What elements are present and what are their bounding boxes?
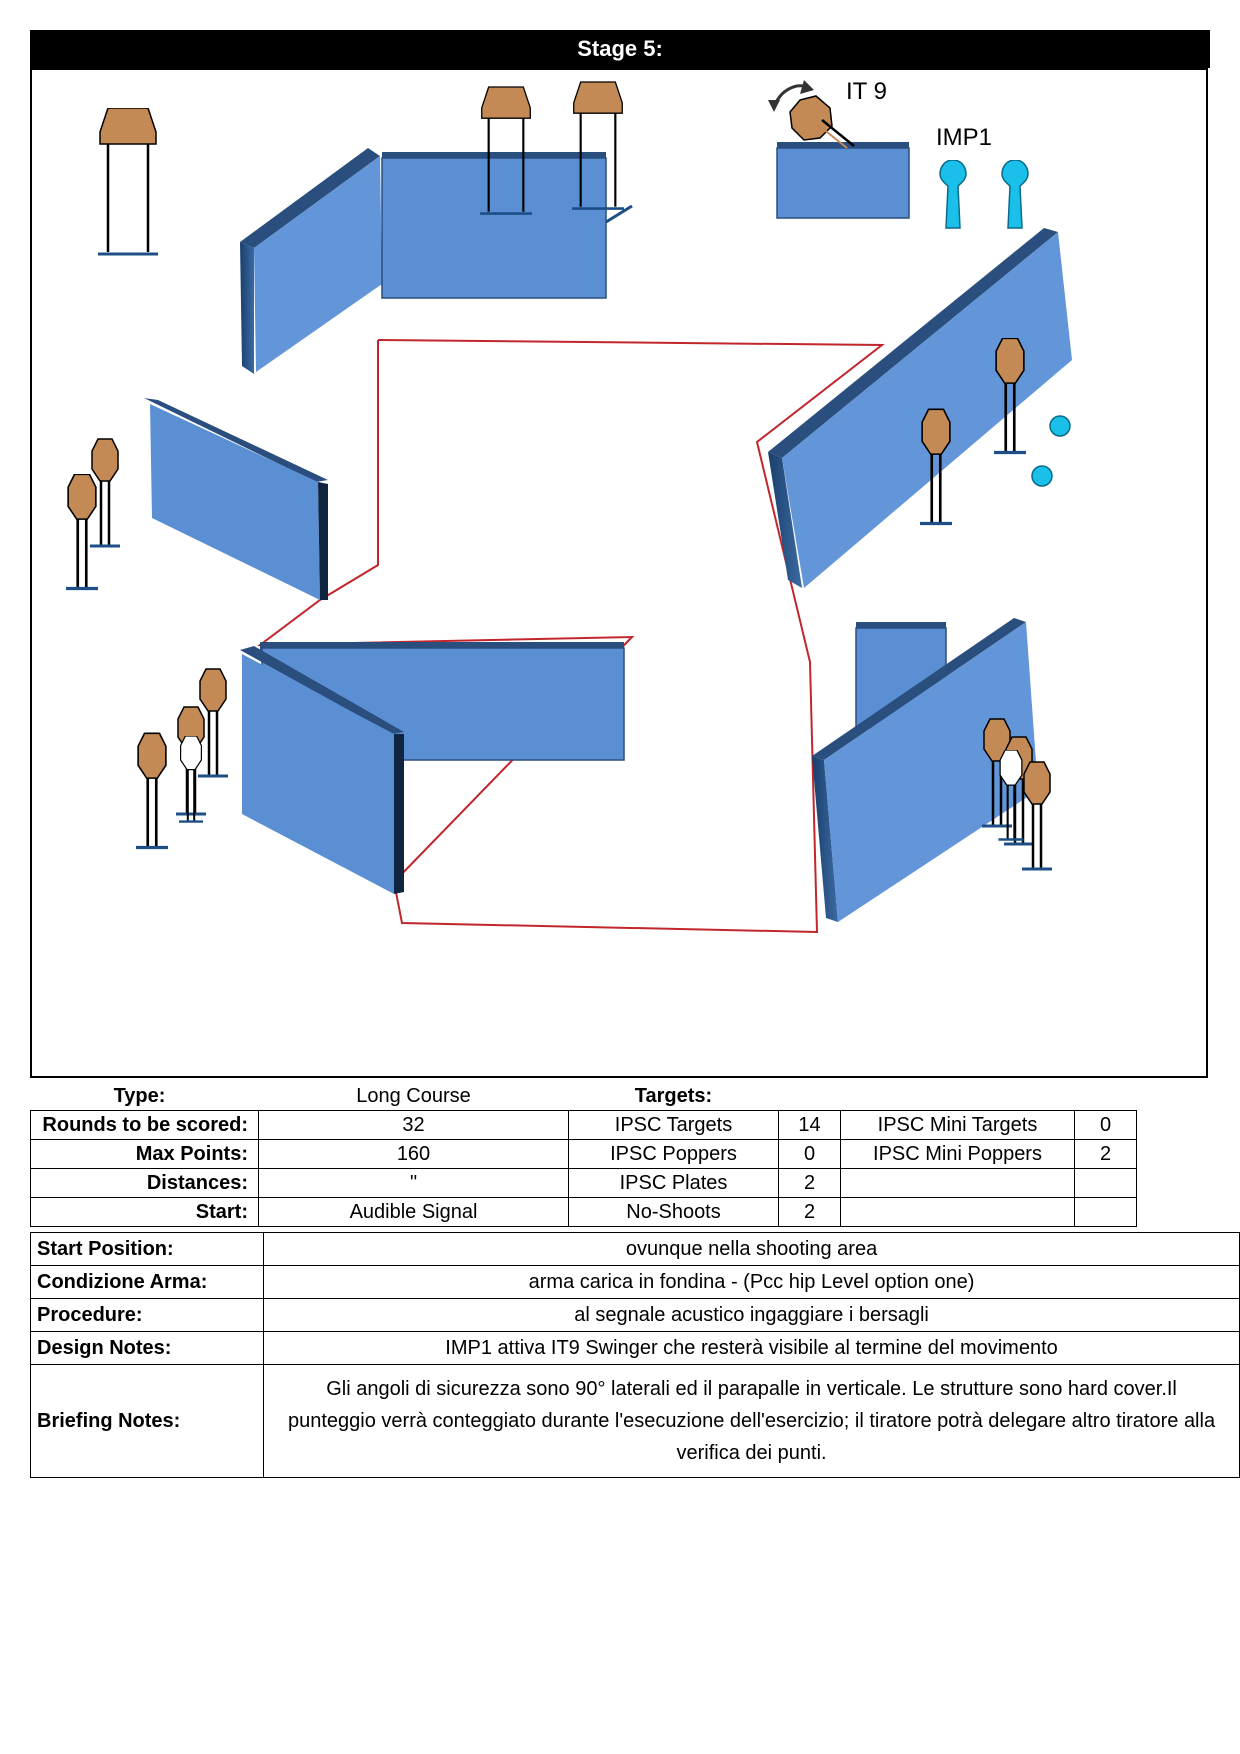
wall bbox=[768, 228, 1072, 588]
stage-notes-table bbox=[30, 1232, 1240, 1478]
notes-row: Procedure: al segnale acustico ingaggiare i bersagli bbox=[31, 1299, 1240, 1332]
notes-row: Briefing Notes: Gli angoli di sicurezza sono 90° laterali ed il parapalle in verticale. Le strutture sono hard cover.Il punteggio verrà conteggiato durante l'esecuzione dell'esercizio; il tiratore potrà delegare altro tiratore alla verifica dei punti. bbox=[31, 1365, 1240, 1478]
popper-icon bbox=[1002, 160, 1028, 228]
stage-layout-svg bbox=[32, 70, 1206, 1076]
summary-row: Start: Audible Signal No-Shoots 2 bbox=[31, 1198, 1137, 1227]
summary-row: Max Points: 160 IPSC Poppers 0 IPSC Mini Poppers 2 bbox=[31, 1140, 1137, 1169]
wall bbox=[144, 398, 328, 600]
swinger-label: IT 9 bbox=[846, 78, 887, 105]
summary-row: Distances: " IPSC Plates 2 bbox=[31, 1169, 1137, 1198]
wall bbox=[777, 142, 909, 218]
ipsc-target-icon bbox=[136, 733, 168, 847]
ipsc-target-icon bbox=[66, 474, 98, 588]
wall bbox=[240, 642, 624, 894]
wall bbox=[382, 152, 606, 298]
popper-label: IMP1 bbox=[936, 124, 993, 151]
plate-icon bbox=[1032, 466, 1052, 486]
notes-row: Design Notes: IMP1 attiva IT9 Swinger che resterà visibile al termine del movimento bbox=[31, 1332, 1240, 1365]
notes-row: Start Position: ovunque nella shooting area bbox=[31, 1233, 1240, 1266]
notes-row: Condizione Arma: arma carica in fondina - (Pcc hip Level option one) bbox=[31, 1266, 1240, 1299]
stage-title: Stage 5: bbox=[30, 30, 1210, 68]
wall bbox=[240, 148, 382, 374]
targets-label: Targets: bbox=[634, 1084, 713, 1107]
type-label: Type: bbox=[113, 1084, 166, 1107]
type-value: Long Course bbox=[356, 1084, 471, 1107]
ipsc-target-icon bbox=[1022, 762, 1052, 869]
no-shoot-icon bbox=[179, 736, 203, 822]
plate-icon bbox=[1050, 416, 1070, 436]
stage-summary-table bbox=[30, 1082, 1137, 1227]
stage-diagram bbox=[30, 68, 1208, 1078]
ipsc-target-icon bbox=[98, 108, 158, 254]
summary-row: Rounds to be scored: 32 IPSC Targets 14 IPSC Mini Targets 0 bbox=[31, 1111, 1137, 1140]
popper-icon bbox=[940, 160, 966, 228]
swinger-target bbox=[790, 96, 854, 148]
